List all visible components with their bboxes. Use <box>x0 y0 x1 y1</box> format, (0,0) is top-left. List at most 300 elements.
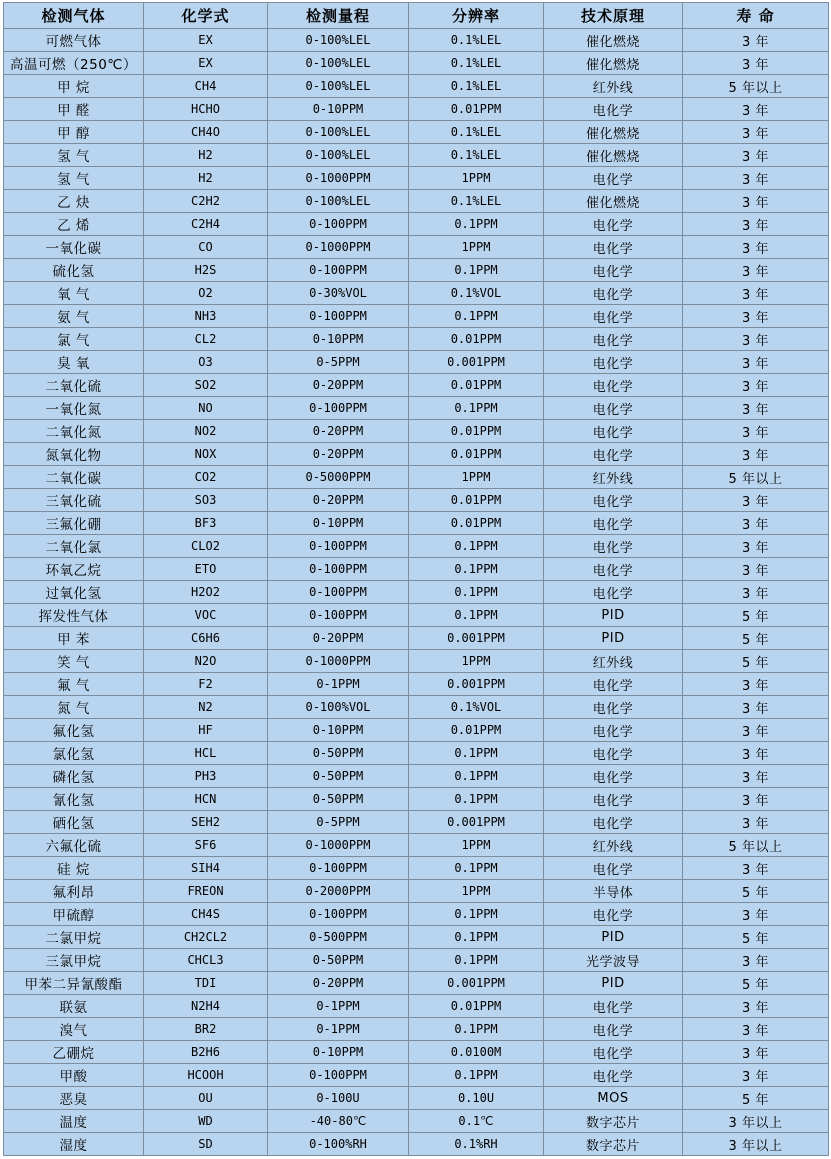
table-row <box>4 282 829 305</box>
cell-lifespan: 3 年 <box>683 190 829 213</box>
cell-lifespan: 5 年以上 <box>683 466 829 489</box>
table-row <box>4 604 829 627</box>
cell-technology: 电化学 <box>544 1018 683 1041</box>
cell-technology: 电化学 <box>544 995 683 1018</box>
cell-lifespan: 3 年 <box>683 374 829 397</box>
cell-resolution: 1PPM <box>409 834 544 857</box>
cell-detection-range: 0-1PPM <box>268 673 409 696</box>
table-row <box>4 374 829 397</box>
cell-chemical-formula: TDI <box>144 972 268 995</box>
cell-technology: 电化学 <box>544 98 683 121</box>
cell-detection-range: 0-10PPM <box>268 1041 409 1064</box>
cell-chemical-formula: NO <box>144 397 268 420</box>
cell-gas-name: 恶臭 <box>4 1087 144 1110</box>
cell-lifespan: 3 年 <box>683 144 829 167</box>
cell-technology: 光学波导 <box>544 949 683 972</box>
cell-resolution: 0.1PPM <box>409 213 544 236</box>
cell-technology: 数字芯片 <box>544 1110 683 1133</box>
cell-lifespan: 3 年 <box>683 742 829 765</box>
cell-technology: 电化学 <box>544 696 683 719</box>
cell-gas-name: 六氟化硫 <box>4 834 144 857</box>
cell-gas-name: 笑 气 <box>4 650 144 673</box>
cell-detection-range: 0-100%LEL <box>268 190 409 213</box>
column-header-detection-range: 检测量程 <box>268 3 409 29</box>
cell-lifespan: 3 年 <box>683 788 829 811</box>
cell-chemical-formula: H2S <box>144 259 268 282</box>
cell-resolution: 1PPM <box>409 466 544 489</box>
cell-resolution: 0.1PPM <box>409 857 544 880</box>
cell-lifespan: 3 年 <box>683 535 829 558</box>
cell-technology: 电化学 <box>544 420 683 443</box>
cell-lifespan: 3 年 <box>683 811 829 834</box>
cell-chemical-formula: C2H4 <box>144 213 268 236</box>
cell-gas-name: 三氧化硫 <box>4 489 144 512</box>
cell-chemical-formula: CHCL3 <box>144 949 268 972</box>
cell-resolution: 0.1%RH <box>409 1133 544 1156</box>
table-row <box>4 190 829 213</box>
table-row <box>4 627 829 650</box>
cell-resolution: 0.01PPM <box>409 328 544 351</box>
cell-technology: 催化燃烧 <box>544 190 683 213</box>
table-row <box>4 144 829 167</box>
cell-resolution: 0.1%LEL <box>409 144 544 167</box>
column-header-lifespan: 寿 命 <box>683 3 829 29</box>
table-row <box>4 558 829 581</box>
cell-gas-name: 氯 气 <box>4 328 144 351</box>
cell-chemical-formula: VOC <box>144 604 268 627</box>
cell-chemical-formula: H2 <box>144 167 268 190</box>
cell-resolution: 0.1PPM <box>409 926 544 949</box>
cell-resolution: 0.001PPM <box>409 351 544 374</box>
cell-lifespan: 3 年 <box>683 52 829 75</box>
cell-chemical-formula: H2O2 <box>144 581 268 604</box>
cell-technology: PID <box>544 604 683 627</box>
cell-gas-name: 甲 醇 <box>4 121 144 144</box>
table-row <box>4 535 829 558</box>
cell-chemical-formula: BF3 <box>144 512 268 535</box>
table-row <box>4 52 829 75</box>
cell-resolution: 0.10U <box>409 1087 544 1110</box>
cell-technology: 电化学 <box>544 259 683 282</box>
cell-chemical-formula: O3 <box>144 351 268 374</box>
table-row <box>4 305 829 328</box>
cell-detection-range: 0-2000PPM <box>268 880 409 903</box>
cell-technology: 电化学 <box>544 742 683 765</box>
cell-lifespan: 3 年 <box>683 305 829 328</box>
cell-chemical-formula: F2 <box>144 673 268 696</box>
cell-gas-name: 三氯甲烷 <box>4 949 144 972</box>
cell-lifespan: 3 年 <box>683 719 829 742</box>
cell-gas-name: 硫化氢 <box>4 259 144 282</box>
cell-lifespan: 3 年 <box>683 512 829 535</box>
cell-resolution: 0.1PPM <box>409 1064 544 1087</box>
table-row <box>4 857 829 880</box>
cell-gas-name: 一氧化碳 <box>4 236 144 259</box>
column-header-resolution: 分辨率 <box>409 3 544 29</box>
cell-detection-range: 0-5PPM <box>268 351 409 374</box>
cell-lifespan: 5 年 <box>683 880 829 903</box>
cell-resolution: 0.001PPM <box>409 673 544 696</box>
cell-lifespan: 5 年 <box>683 926 829 949</box>
cell-gas-name: 二氧化碳 <box>4 466 144 489</box>
cell-technology: 电化学 <box>544 811 683 834</box>
cell-chemical-formula: OU <box>144 1087 268 1110</box>
cell-resolution: 0.1%LEL <box>409 121 544 144</box>
cell-lifespan: 5 年 <box>683 650 829 673</box>
cell-lifespan: 3 年 <box>683 259 829 282</box>
table-header-row <box>4 3 829 29</box>
cell-detection-range: 0-100U <box>268 1087 409 1110</box>
cell-detection-range: 0-100%LEL <box>268 144 409 167</box>
cell-detection-range: 0-1PPM <box>268 1018 409 1041</box>
cell-detection-range: 0-100PPM <box>268 213 409 236</box>
cell-resolution: 0.001PPM <box>409 972 544 995</box>
cell-chemical-formula: PH3 <box>144 765 268 788</box>
cell-detection-range: 0-100PPM <box>268 903 409 926</box>
table-header <box>4 3 829 29</box>
cell-detection-range: 0-1PPM <box>268 995 409 1018</box>
table-row <box>4 949 829 972</box>
cell-chemical-formula: CH4S <box>144 903 268 926</box>
table-row <box>4 351 829 374</box>
gas-specification-table <box>3 2 829 1156</box>
cell-resolution: 0.01PPM <box>409 719 544 742</box>
cell-detection-range: 0-100%LEL <box>268 29 409 52</box>
table-row <box>4 443 829 466</box>
cell-technology: 电化学 <box>544 673 683 696</box>
cell-technology: 红外线 <box>544 650 683 673</box>
cell-chemical-formula: H2 <box>144 144 268 167</box>
cell-detection-range: 0-500PPM <box>268 926 409 949</box>
cell-lifespan: 3 年 <box>683 29 829 52</box>
cell-gas-name: 湿度 <box>4 1133 144 1156</box>
cell-detection-range: 0-1000PPM <box>268 650 409 673</box>
cell-gas-name: 甲酸 <box>4 1064 144 1087</box>
table-row <box>4 1087 829 1110</box>
cell-detection-range: 0-100PPM <box>268 558 409 581</box>
cell-detection-range: 0-20PPM <box>268 420 409 443</box>
cell-chemical-formula: HCN <box>144 788 268 811</box>
cell-gas-name: 氯化氢 <box>4 742 144 765</box>
cell-chemical-formula: CH4 <box>144 75 268 98</box>
cell-detection-range: -40-80℃ <box>268 1110 409 1133</box>
cell-gas-name: 甲苯二异氰酸酯 <box>4 972 144 995</box>
cell-lifespan: 3 年 <box>683 558 829 581</box>
table-row <box>4 29 829 52</box>
cell-gas-name: 一氧化氮 <box>4 397 144 420</box>
table-row <box>4 512 829 535</box>
cell-detection-range: 0-10PPM <box>268 328 409 351</box>
cell-chemical-formula: C2H2 <box>144 190 268 213</box>
cell-resolution: 0.01PPM <box>409 98 544 121</box>
cell-chemical-formula: N2 <box>144 696 268 719</box>
cell-lifespan: 3 年 <box>683 765 829 788</box>
cell-technology: 电化学 <box>544 788 683 811</box>
cell-technology: 催化燃烧 <box>544 52 683 75</box>
table-row <box>4 328 829 351</box>
cell-chemical-formula: HCHO <box>144 98 268 121</box>
cell-gas-name: 氢 气 <box>4 167 144 190</box>
cell-detection-range: 0-100PPM <box>268 535 409 558</box>
column-header-technology: 技术原理 <box>544 3 683 29</box>
cell-detection-range: 0-30%VOL <box>268 282 409 305</box>
cell-lifespan: 3 年 <box>683 282 829 305</box>
cell-gas-name: 臭 氧 <box>4 351 144 374</box>
cell-technology: PID <box>544 926 683 949</box>
cell-resolution: 0.0100M <box>409 1041 544 1064</box>
table-row <box>4 926 829 949</box>
table-row <box>4 466 829 489</box>
cell-gas-name: 氟利昂 <box>4 880 144 903</box>
cell-technology: PID <box>544 972 683 995</box>
cell-chemical-formula: C6H6 <box>144 627 268 650</box>
cell-chemical-formula: CO <box>144 236 268 259</box>
cell-resolution: 1PPM <box>409 236 544 259</box>
table-row <box>4 1064 829 1087</box>
table-row <box>4 213 829 236</box>
cell-chemical-formula: HF <box>144 719 268 742</box>
table-row <box>4 98 829 121</box>
cell-chemical-formula: NO2 <box>144 420 268 443</box>
cell-resolution: 0.1PPM <box>409 949 544 972</box>
cell-detection-range: 0-100PPM <box>268 305 409 328</box>
cell-lifespan: 5 年以上 <box>683 834 829 857</box>
cell-gas-name: 过氧化氢 <box>4 581 144 604</box>
table-row <box>4 1018 829 1041</box>
cell-chemical-formula: ETO <box>144 558 268 581</box>
table-row <box>4 1110 829 1133</box>
cell-technology: 电化学 <box>544 213 683 236</box>
cell-gas-name: 乙 炔 <box>4 190 144 213</box>
cell-technology: 电化学 <box>544 1064 683 1087</box>
cell-chemical-formula: WD <box>144 1110 268 1133</box>
cell-technology: 催化燃烧 <box>544 144 683 167</box>
cell-gas-name: 氢 气 <box>4 144 144 167</box>
cell-technology: 红外线 <box>544 466 683 489</box>
cell-chemical-formula: NOX <box>144 443 268 466</box>
cell-detection-range: 0-50PPM <box>268 742 409 765</box>
cell-detection-range: 0-100%LEL <box>268 52 409 75</box>
table-row <box>4 259 829 282</box>
column-header-chemical-formula: 化学式 <box>144 3 268 29</box>
cell-chemical-formula: SEH2 <box>144 811 268 834</box>
table-row <box>4 972 829 995</box>
table-row <box>4 397 829 420</box>
cell-resolution: 0.01PPM <box>409 374 544 397</box>
table-row <box>4 581 829 604</box>
cell-resolution: 0.1PPM <box>409 765 544 788</box>
cell-detection-range: 0-100PPM <box>268 397 409 420</box>
cell-technology: 红外线 <box>544 834 683 857</box>
cell-technology: 电化学 <box>544 489 683 512</box>
cell-gas-name: 氧 气 <box>4 282 144 305</box>
cell-gas-name: 硅 烷 <box>4 857 144 880</box>
cell-lifespan: 5 年以上 <box>683 75 829 98</box>
cell-resolution: 0.01PPM <box>409 995 544 1018</box>
cell-resolution: 1PPM <box>409 880 544 903</box>
cell-detection-range: 0-1000PPM <box>268 834 409 857</box>
cell-chemical-formula: N2O <box>144 650 268 673</box>
cell-gas-name: 二氧化氯 <box>4 535 144 558</box>
cell-gas-name: 挥发性气体 <box>4 604 144 627</box>
cell-technology: MOS <box>544 1087 683 1110</box>
cell-chemical-formula: B2H6 <box>144 1041 268 1064</box>
cell-lifespan: 3 年 <box>683 167 829 190</box>
cell-gas-name: 乙硼烷 <box>4 1041 144 1064</box>
cell-technology: 电化学 <box>544 443 683 466</box>
cell-lifespan: 3 年 <box>683 949 829 972</box>
cell-gas-name: 甲 醛 <box>4 98 144 121</box>
cell-detection-range: 0-1000PPM <box>268 167 409 190</box>
table-row <box>4 834 829 857</box>
cell-technology: 电化学 <box>544 351 683 374</box>
cell-gas-name: 二氯甲烷 <box>4 926 144 949</box>
cell-gas-name: 环氧乙烷 <box>4 558 144 581</box>
cell-gas-name: 乙 烯 <box>4 213 144 236</box>
cell-resolution: 0.1%VOL <box>409 696 544 719</box>
cell-detection-range: 0-100%RH <box>268 1133 409 1156</box>
cell-detection-range: 0-10PPM <box>268 512 409 535</box>
cell-gas-name: 氨 气 <box>4 305 144 328</box>
table-row <box>4 167 829 190</box>
cell-resolution: 0.1PPM <box>409 558 544 581</box>
cell-technology: 电化学 <box>544 282 683 305</box>
cell-lifespan: 3 年 <box>683 420 829 443</box>
table-row <box>4 788 829 811</box>
table-body <box>4 29 829 1156</box>
cell-resolution: 0.1%VOL <box>409 282 544 305</box>
cell-lifespan: 3 年以上 <box>683 1133 829 1156</box>
cell-technology: 电化学 <box>544 558 683 581</box>
cell-gas-name: 可燃气体 <box>4 29 144 52</box>
table-row <box>4 880 829 903</box>
cell-chemical-formula: CO2 <box>144 466 268 489</box>
cell-detection-range: 0-5PPM <box>268 811 409 834</box>
cell-chemical-formula: SD <box>144 1133 268 1156</box>
cell-resolution: 0.1PPM <box>409 742 544 765</box>
cell-lifespan: 5 年 <box>683 1087 829 1110</box>
cell-lifespan: 3 年 <box>683 1064 829 1087</box>
cell-resolution: 0.1PPM <box>409 604 544 627</box>
cell-resolution: 0.1PPM <box>409 1018 544 1041</box>
cell-gas-name: 溴气 <box>4 1018 144 1041</box>
cell-gas-name: 二氧化氮 <box>4 420 144 443</box>
cell-chemical-formula: CL2 <box>144 328 268 351</box>
cell-lifespan: 3 年 <box>683 213 829 236</box>
cell-resolution: 0.1PPM <box>409 259 544 282</box>
table-row <box>4 811 829 834</box>
cell-gas-name: 氟 气 <box>4 673 144 696</box>
cell-resolution: 0.001PPM <box>409 627 544 650</box>
cell-detection-range: 0-100PPM <box>268 259 409 282</box>
cell-lifespan: 3 年以上 <box>683 1110 829 1133</box>
cell-gas-name: 温度 <box>4 1110 144 1133</box>
cell-gas-name: 二氧化硫 <box>4 374 144 397</box>
cell-technology: 电化学 <box>544 374 683 397</box>
cell-chemical-formula: EX <box>144 52 268 75</box>
cell-lifespan: 3 年 <box>683 98 829 121</box>
cell-chemical-formula: SO2 <box>144 374 268 397</box>
cell-detection-range: 0-20PPM <box>268 443 409 466</box>
cell-lifespan: 3 年 <box>683 995 829 1018</box>
cell-gas-name: 磷化氢 <box>4 765 144 788</box>
cell-resolution: 1PPM <box>409 167 544 190</box>
table-row <box>4 650 829 673</box>
cell-resolution: 0.1%LEL <box>409 190 544 213</box>
table-row <box>4 1133 829 1156</box>
cell-technology: 电化学 <box>544 167 683 190</box>
cell-technology: 电化学 <box>544 1041 683 1064</box>
cell-resolution: 0.1%LEL <box>409 29 544 52</box>
cell-detection-range: 0-100%LEL <box>268 75 409 98</box>
cell-gas-name: 氰化氢 <box>4 788 144 811</box>
cell-resolution: 0.1PPM <box>409 535 544 558</box>
cell-chemical-formula: CLO2 <box>144 535 268 558</box>
cell-technology: 电化学 <box>544 512 683 535</box>
cell-detection-range: 0-5000PPM <box>268 466 409 489</box>
cell-lifespan: 5 年 <box>683 627 829 650</box>
table-row <box>4 1041 829 1064</box>
cell-gas-name: 硒化氢 <box>4 811 144 834</box>
cell-lifespan: 3 年 <box>683 489 829 512</box>
table-row <box>4 696 829 719</box>
cell-detection-range: 0-20PPM <box>268 627 409 650</box>
table-row <box>4 121 829 144</box>
cell-technology: 电化学 <box>544 397 683 420</box>
cell-lifespan: 3 年 <box>683 581 829 604</box>
cell-lifespan: 3 年 <box>683 1018 829 1041</box>
cell-detection-range: 0-100%VOL <box>268 696 409 719</box>
table-row <box>4 420 829 443</box>
cell-resolution: 0.001PPM <box>409 811 544 834</box>
cell-chemical-formula: SF6 <box>144 834 268 857</box>
table-row <box>4 673 829 696</box>
cell-detection-range: 0-50PPM <box>268 949 409 972</box>
cell-resolution: 0.01PPM <box>409 420 544 443</box>
cell-technology: 电化学 <box>544 765 683 788</box>
cell-detection-range: 0-100PPM <box>268 604 409 627</box>
cell-lifespan: 3 年 <box>683 397 829 420</box>
cell-lifespan: 3 年 <box>683 673 829 696</box>
cell-lifespan: 3 年 <box>683 903 829 926</box>
cell-resolution: 0.01PPM <box>409 443 544 466</box>
cell-gas-name: 氟化氢 <box>4 719 144 742</box>
cell-technology: 电化学 <box>544 581 683 604</box>
cell-gas-name: 氮氧化物 <box>4 443 144 466</box>
cell-resolution: 0.1PPM <box>409 305 544 328</box>
cell-technology: 电化学 <box>544 903 683 926</box>
cell-resolution: 0.1PPM <box>409 397 544 420</box>
cell-detection-range: 0-50PPM <box>268 788 409 811</box>
cell-chemical-formula: EX <box>144 29 268 52</box>
cell-lifespan: 3 年 <box>683 1041 829 1064</box>
cell-chemical-formula: SIH4 <box>144 857 268 880</box>
table-row <box>4 719 829 742</box>
table-row <box>4 995 829 1018</box>
cell-detection-range: 0-1000PPM <box>268 236 409 259</box>
cell-chemical-formula: CH2CL2 <box>144 926 268 949</box>
cell-resolution: 0.1℃ <box>409 1110 544 1133</box>
cell-lifespan: 3 年 <box>683 696 829 719</box>
cell-technology: 数字芯片 <box>544 1133 683 1156</box>
cell-resolution: 0.01PPM <box>409 512 544 535</box>
cell-resolution: 0.1PPM <box>409 581 544 604</box>
cell-technology: 半导体 <box>544 880 683 903</box>
cell-detection-range: 0-100PPM <box>268 857 409 880</box>
cell-resolution: 0.1PPM <box>409 788 544 811</box>
cell-technology: 催化燃烧 <box>544 121 683 144</box>
cell-technology: 电化学 <box>544 328 683 351</box>
